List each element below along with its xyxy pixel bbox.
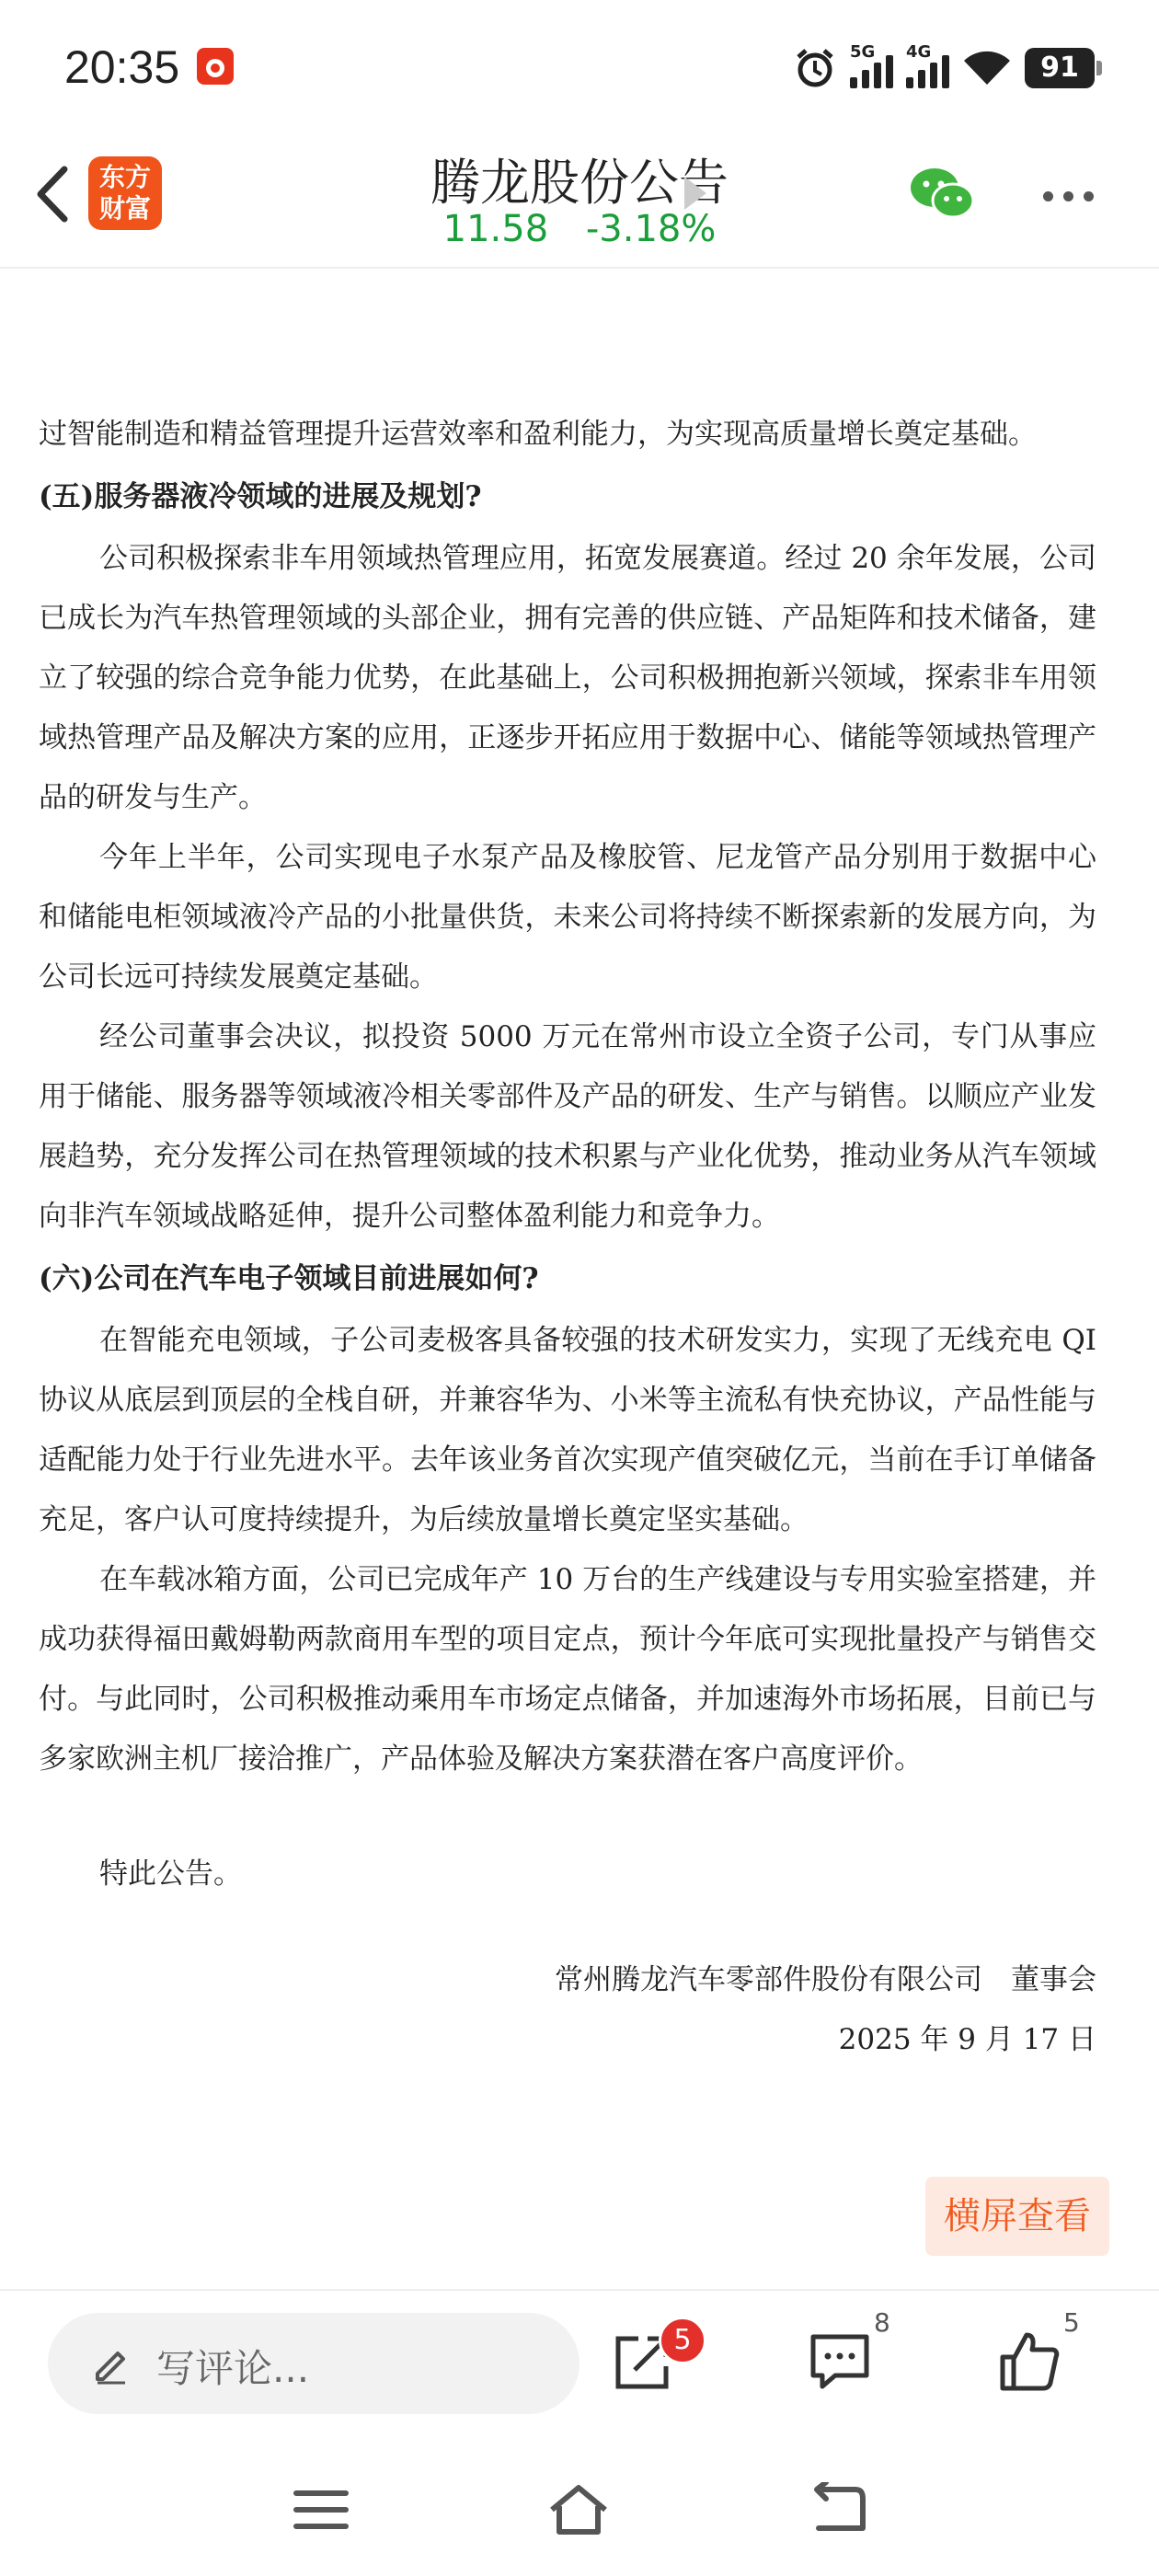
landscape-view-button[interactable]: 横屏查看 (925, 2177, 1109, 2256)
comments-button[interactable] (808, 2307, 890, 2403)
logo-line2: 财富 (98, 193, 151, 224)
like-button[interactable] (997, 2307, 1080, 2403)
paragraph: 公司积极探索非车用领域热管理应用，拓宽发展赛道。经过 20 余年发展，公司已成长为汽车热管理领域的头部企业，拥有完善的供应链、产品矩阵和技术储备，建立了较强的综合竞争能力优势，在此基础上，公司积极拥抱新兴领域，探索非车用领域热管理产品及解决方案的应用，正逐步开拓应用于数据中心、储能等领域热管理产品的研发与生产。 (39, 542, 1096, 814)
system-icons (793, 40, 1095, 96)
closing-remark: 特此公告。 (99, 1857, 242, 1891)
thumbs-up-icon (997, 2329, 1061, 2394)
like-count: 5 (1063, 2307, 1080, 2338)
system-navigation-bar (0, 2438, 1159, 2576)
comment-placeholder: 写评论... (156, 2346, 310, 2391)
wifi-icon (962, 48, 1012, 88)
stock-price: 11.58 (442, 208, 549, 250)
share-badge: 5 (659, 2317, 706, 2364)
section-heading: (六)公司在汽车电子领域目前进展如何? (39, 1262, 539, 1295)
battery-indicator: 91 (1025, 48, 1095, 88)
pen-icon (90, 2342, 132, 2385)
menu-icon[interactable] (289, 2482, 353, 2537)
announcement-body (39, 405, 1096, 2070)
bottom-action-bar (0, 2289, 1159, 2438)
comment-count: 8 (874, 2307, 890, 2338)
app-notification-icon (197, 48, 234, 85)
signal-4g-icon: 4G (906, 48, 949, 88)
alarm-icon (793, 46, 837, 90)
more-options-icon[interactable] (1043, 188, 1104, 201)
announcement-date: 2025 年 9 月 17 日 (838, 2023, 1096, 2056)
share-button[interactable] (611, 2324, 692, 2403)
paragraph: 经公司董事会决议，拟投资 5000 万元在常州市设立全资子公司，专门从事应用于储能、服务器等领域液冷相关零部件及产品的研发、生产与销售。以顺应产业发展趋势，充分发挥公司在热管理领域的技术积累与产业化优势，推动业务从汽车领域向非汽车领域战略延伸，提升公司整体盈利能力和竞争力。 (39, 1020, 1096, 1233)
paragraph: 在智能充电领域，子公司麦极客具备较强的技术研发实力，实现了无线充电 QI 协议从底层到顶层的全栈自研，并兼容华为、小米等主流私有快充协议，产品性能与适配能力处于行业先进水平。去年该业务首次实现产值突破亿元，当前在手订单储备充足，客户认可度持续提升，为后续放量增长奠定坚实基础。 (39, 1324, 1096, 1536)
app-header (0, 138, 1159, 269)
expand-arrow-icon[interactable] (684, 177, 706, 210)
paragraph: 过智能制造和精益管理提升运营效率和盈利能力，为实现高质量增长奠定基础。 (39, 418, 1037, 451)
logo-line1: 东方 (98, 162, 151, 192)
status-bar (0, 0, 1159, 138)
comment-input[interactable] (48, 2313, 580, 2414)
comment-bubble-icon (808, 2329, 872, 2394)
home-icon[interactable] (546, 2482, 611, 2537)
stock-change: -3.18% (585, 208, 717, 250)
paragraph: 今年上半年，公司实现电子水泵产品及橡胶管、尼龙管产品分别用于数据中心和储能电柜领域液冷产品的小批量供货，未来公司将持续不断探索新的发展方向，为公司长远可持续发展奠定基础。 (39, 841, 1096, 994)
page-title: 腾龙股份公告 (430, 154, 729, 212)
status-time: 20:35 (64, 41, 180, 93)
back-nav-icon[interactable] (806, 2482, 870, 2537)
signal-5g-icon: 5G (850, 48, 893, 88)
section-heading: (五)服务器液冷领域的进展及规划? (39, 480, 482, 513)
signatory: 常州腾龙汽车零部件股份有限公司 董事会 (555, 1963, 1096, 1996)
wechat-share-icon[interactable] (907, 164, 977, 223)
stock-quote (0, 208, 1159, 250)
paragraph: 在车载冰箱方面，公司已完成年产 10 万台的生产线建设与专用实验室搭建，并成功获得福田戴姆勒两款商用车型的项目定点，预计今年底可实现批量投产与销售交付。与此同时，公司积极推动乘用车市场定点储备，并加速海外市场拓展，目前已与多家欧洲主机厂接洽推广，产品体验及解决方案获潜在客户高度评价。 (39, 1563, 1096, 1776)
